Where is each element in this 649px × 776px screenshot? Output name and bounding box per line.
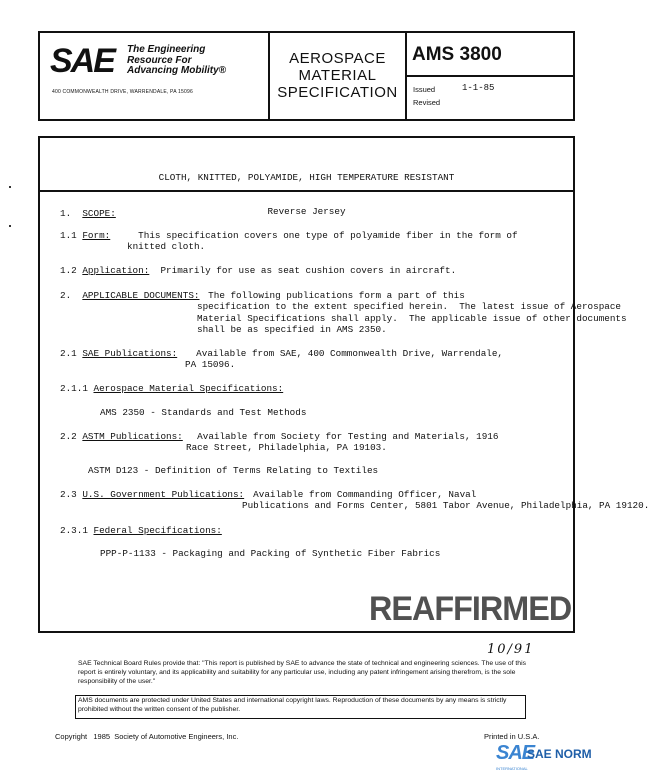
section-ppp-p-1133: PPP-P-1133 - Packaging and Packing of Synthetic Fiber Fabrics (100, 548, 441, 559)
sae-tagline: The Engineering Resource For Advancing Mobility® (127, 44, 227, 76)
copyright-notice: AMS documents are protected under United States and international copyright laws. Reproduction of these documents by any means is strictly prohibited without the written consent of the publisher. (78, 697, 507, 713)
section-2-text: The following publications form a part of this specification to the extent specified herein. The latest issue of Aerospace Material Specifications shall apply. The applicable issue of other documents shall be as specified in AMS 2350. (197, 290, 627, 336)
section-2-3: 2.3 U.S. Government Publications: (60, 489, 245, 500)
issued-label: Issued (413, 85, 436, 94)
board-rules: SAE Technical Board Rules provide that: "This report is published by SAE to advance the state of technical and engineering sciences. The use of this report is entirely voluntary, and its applicability and suitability for any particular use, including any patent infringement arising therefrom, is the sole responsibility of the user." (78, 660, 526, 685)
section-2-2: 2.2 ASTM Publications: (60, 431, 183, 442)
printed-in: Printed in U.S.A. (484, 732, 540, 741)
ams-number: AMS 3800 (412, 44, 502, 65)
copyright: Copyright 1985 Society of Automotive Engineers, Inc. (55, 732, 239, 741)
sae-norm-text: SAE NORM (527, 747, 592, 761)
section-ams-2350: AMS 2350 - Standards and Test Methods (100, 407, 307, 418)
reaffirmed-stamp: REAFFIRMED (369, 590, 572, 628)
section-astm-d123: ASTM D123 - Definition of Terms Relating to Textiles (88, 465, 379, 476)
ams-number-underline (405, 75, 575, 77)
section-1-2: 1.2 Application: Primarily for use as seat cushion covers in aircraft. (60, 265, 457, 276)
sae-address: 400 COMMONWEALTH DRIVE, WARRENDALE, PA 15096 (52, 89, 193, 95)
issued-date: 1-1-85 (462, 83, 495, 93)
section-2-3-1: 2.3.1 Federal Specifications: (60, 525, 222, 536)
document-title: CLOTH, KNITTED, POLYAMIDE, HIGH TEMPERATURE RESISTANT Reverse Jersey (158, 171, 455, 218)
section-2-1-1: 2.1.1 Aerospace Material Specifications: (60, 383, 284, 394)
revised-label: Revised (413, 98, 441, 107)
sae-logo: SAE (50, 42, 114, 80)
spec-type: AEROSPACE MATERIAL SPECIFICATION (277, 50, 398, 101)
section-2-1: 2.1 SAE Publications: (60, 348, 178, 359)
margin-mark (9, 225, 11, 227)
sae-norm-logo: SAE (496, 742, 535, 764)
section-2-3-text: Available from Commanding Officer, Naval Publications and Forms Center, 5801 Tabor Avenue, Philadelphia, PA 19120. (242, 489, 649, 512)
sae-norm-subtext: INTERNATIONAL (496, 766, 528, 771)
section-2-1-text: Available from SAE, 400 Commonwealth Drive, Warrendale, PA 15096. (185, 348, 504, 371)
section-1-1: 1.1 Form: (60, 230, 111, 241)
section-2: 2. APPLICABLE DOCUMENTS: (60, 290, 200, 301)
section-2-2-text: Available from Society for Testing and Materials, 1916 Race Street, Philadelphia, PA 19103. (186, 431, 499, 454)
handwritten-date: 10/91 (487, 642, 535, 657)
margin-mark (9, 186, 11, 188)
section-1-1-text: This specification covers one type of polyamide fiber in the form of knitted cloth. (127, 230, 518, 253)
section-1: 1. SCOPE: (60, 208, 116, 219)
